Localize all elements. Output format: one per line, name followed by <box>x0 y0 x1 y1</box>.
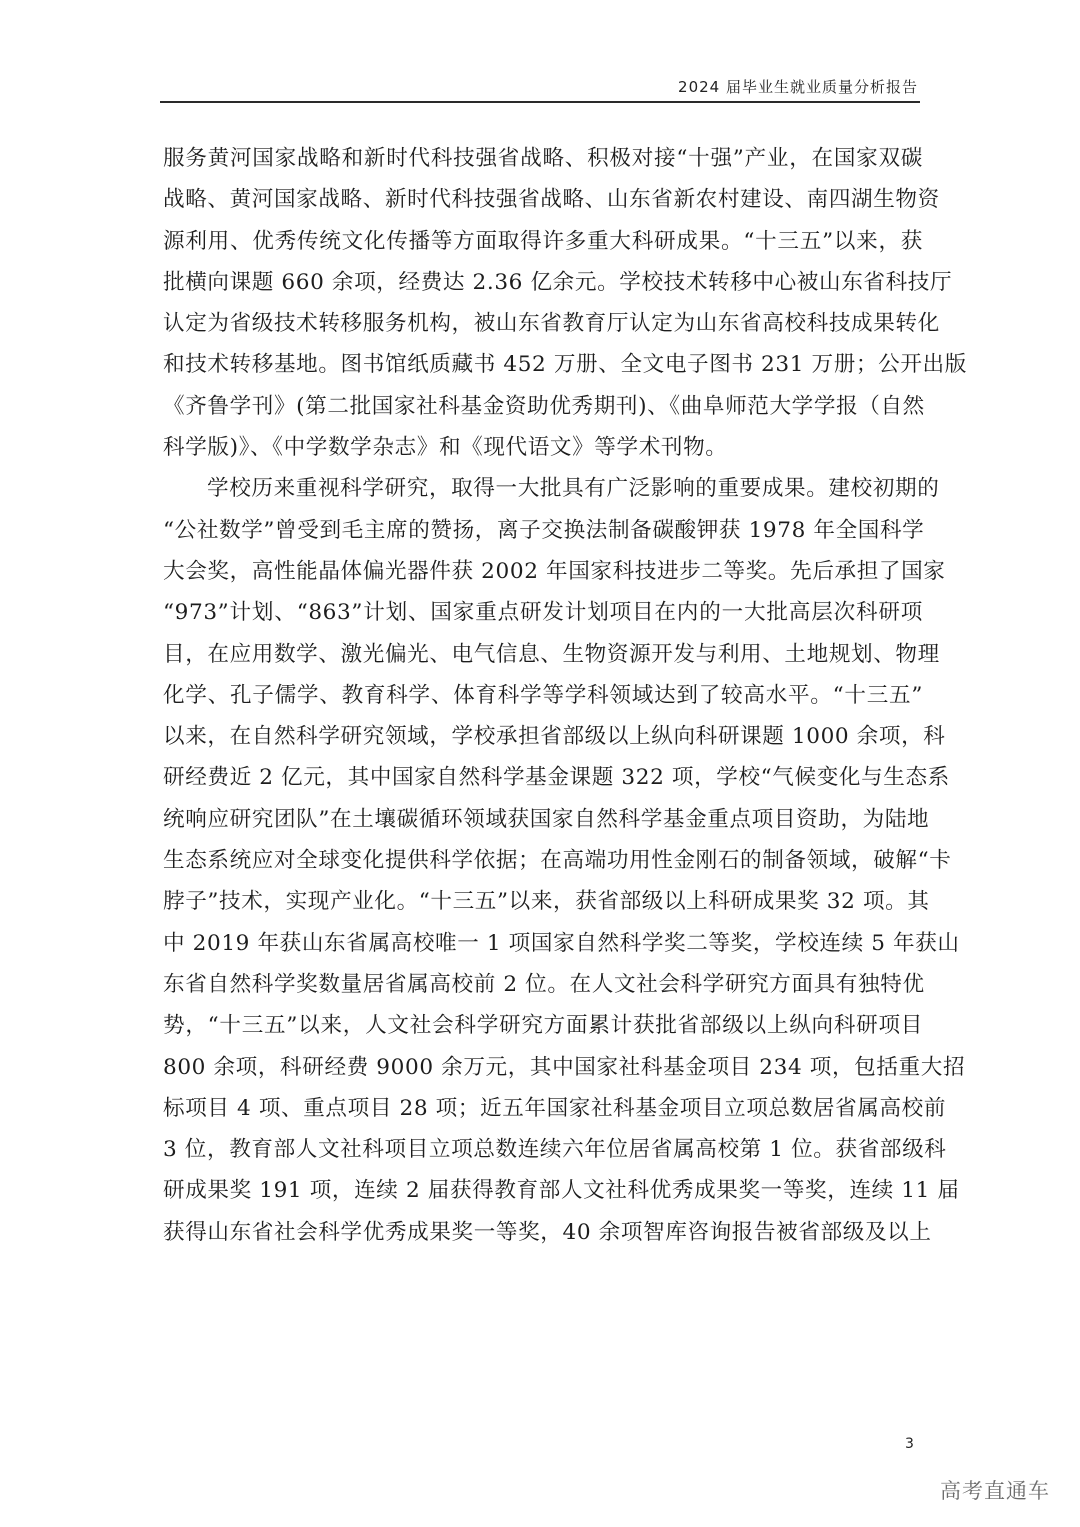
text-line: 研成果奖 191 项，连续 2 届获得教育部人文社科优秀成果奖一等奖，连续 11 届 <box>163 1178 960 1204</box>
text-line: 源利用、优秀传统文化传播等方面取得许多重大科研成果。“十三五”以来，获 <box>163 228 923 254</box>
text-line: 科学版)》、《中学数学杂志》和《现代语文》等学术刊物。 <box>163 435 728 461</box>
text-line: 目，在应用数学、激光偏光、电气信息、生物资源开发与利用、土地规划、物理 <box>163 641 940 667</box>
text-line: 脖子”技术，实现产业化。“十三五”以来，获省部级以上科研成果奖 32 项。其 <box>163 889 930 915</box>
text-line: 批横向课题 660 余项，经费达 2.36 亿余元。学校技术转移中心被山东省科技厅 <box>163 269 953 295</box>
text-line: 获得山东省社会科学优秀成果奖一等奖，40 余项智库咨询报告被省部级及以上 <box>163 1219 932 1245</box>
text-line: 以来，在自然科学研究领域，学校承担省部级以上纵向科研课题 1000 余项，科 <box>163 724 946 750</box>
text-line: 战略、黄河国家战略、新时代科技强省战略、山东省新农村建设、南四湖生物资 <box>163 187 940 213</box>
text-line: 认定为省级技术转移服务机构，被山东省教育厅认定为山东省高校科技成果转化 <box>163 311 940 337</box>
paragraph-1 <box>163 138 967 468</box>
text-line: 800 余项，科研经费 9000 余万元，其中国家社科基金项目 234 项，包括重大招 <box>163 1054 966 1080</box>
text-line: 大会奖，高性能晶体偏光器件获 2002 年国家科技进步二等奖。先后承担了国家 <box>163 558 946 584</box>
document-body <box>163 138 967 1253</box>
page-header <box>160 74 920 103</box>
text-line: 3 位，教育部人文社科项目立项总数连续六年位居省属高校第 1 位。获省部级科 <box>163 1137 947 1163</box>
watermark: 高考直通车 <box>940 1479 1050 1503</box>
page-number: 3 <box>905 1436 914 1452</box>
text-line: 化学、孔子儒学、教育科学、体育科学等学科领域达到了较高水平。“十三五” <box>163 682 923 708</box>
text-line: 学校历来重视科学研究，取得一大批具有广泛影响的重要成果。建校初期的 <box>207 476 940 502</box>
text-line: 势，“十三五”以来，人文社会科学研究方面累计获批省部级以上纵向科研项目 <box>163 1013 923 1039</box>
text-line: 《齐鲁学刊》(第二批国家社科基金资助优秀期刊)、《曲阜师范大学学报（自然 <box>163 393 925 419</box>
report-title: 2024 届毕业生就业质量分析报告 <box>678 78 918 96</box>
text-line: “公社数学”曾受到毛主席的赞扬，离子交换法制备碳酸钾获 1978 年全国科学 <box>163 517 925 543</box>
text-line: 和技术转移基地。图书馆纸质藏书 452 万册、全文电子图书 231 万册；公开出版 <box>163 352 967 378</box>
text-line: 统响应研究团队”在土壤碳循环领域获国家自然科学基金重点项目资助，为陆地 <box>163 806 930 832</box>
text-line: 标项目 4 项、重点项目 28 项；近五年国家社科基金项目立项总数居省属高校前 <box>163 1095 947 1121</box>
text-line: 中 2019 年获山东省属高校唯一 1 项国家自然科学奖二等奖，学校连续 5 年获山 <box>163 930 960 956</box>
paragraph-2 <box>163 468 966 1253</box>
text-line: 东省自然科学奖数量居省属高校前 2 位。在人文社会科学研究方面具有独特优 <box>163 971 925 997</box>
text-line: “973”计划、“863”计划、国家重点研发计划项目在内的一大批高层次科研项 <box>163 600 923 626</box>
text-line: 服务黄河国家战略和新时代科技强省战略、积极对接“十强”产业，在国家双碳 <box>163 146 923 171</box>
text-line: 生态系统应对全球变化提供科学依据；在高端功用性金刚石的制备领域，破解“卡 <box>163 848 952 874</box>
text-line: 研经费近 2 亿元，其中国家自然科学基金课题 322 项，学校“气候变化与生态系 <box>163 765 950 791</box>
